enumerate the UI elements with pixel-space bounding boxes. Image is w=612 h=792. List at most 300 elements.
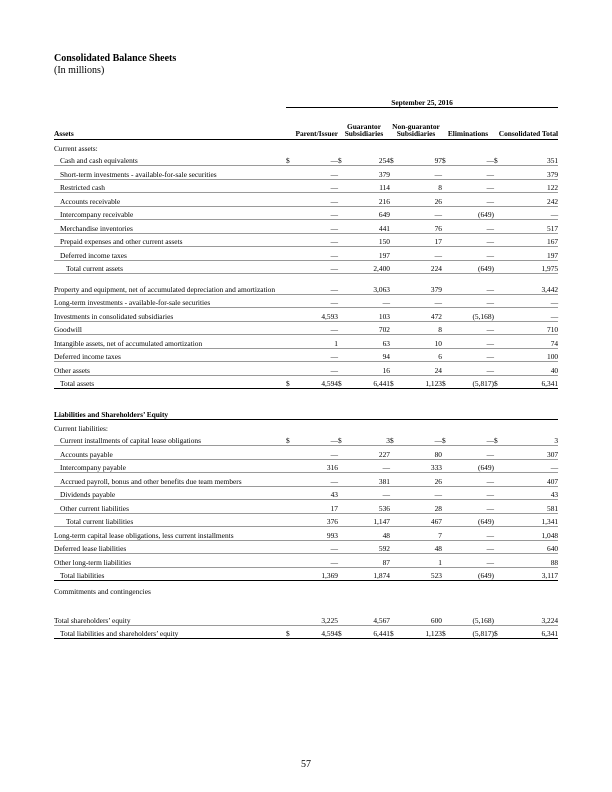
- cell-value: 379: [346, 166, 390, 180]
- currency-symbol: [494, 140, 502, 153]
- currency-symbol: [286, 260, 294, 274]
- cell-value: —: [450, 220, 494, 234]
- table-row: [54, 362, 558, 376]
- cell-value: 26: [398, 193, 442, 207]
- currency-symbol: [286, 321, 294, 335]
- cell-value: —: [346, 294, 390, 308]
- cell-value: —: [294, 446, 338, 460]
- table-row: [54, 193, 558, 207]
- currency-symbol: [286, 612, 294, 625]
- currency-symbol: [442, 274, 450, 295]
- cell-value: 167: [502, 233, 558, 247]
- cell-value: —: [294, 206, 338, 220]
- cell-value: 523: [398, 567, 442, 581]
- table-row: [54, 294, 558, 308]
- section-header-liabilities: Liabilities and Shareholders’ Equity: [54, 405, 558, 420]
- table-row: [54, 247, 558, 261]
- currency-symbol: $: [494, 375, 502, 389]
- row-label: Intangible assets, net of accumulated amortization: [54, 335, 286, 349]
- cell-value: —: [450, 166, 494, 180]
- table-row: [54, 420, 558, 433]
- currency-symbol: $: [442, 375, 450, 389]
- currency-symbol: [286, 140, 294, 153]
- currency-symbol: [286, 554, 294, 568]
- cell-value: 216: [346, 193, 390, 207]
- cell-value: 43: [294, 486, 338, 500]
- cell-value: 17: [294, 500, 338, 514]
- currency-symbol: [442, 459, 450, 473]
- cell-value: 379: [502, 166, 558, 180]
- currency-symbol: [494, 294, 502, 308]
- cell-value: 17: [398, 233, 442, 247]
- commitments-row: [54, 581, 558, 604]
- currency-symbol: [494, 513, 502, 527]
- currency-symbol: $: [390, 433, 398, 446]
- cell-value: 3,442: [502, 274, 558, 295]
- currency-symbol: [286, 362, 294, 376]
- equity-body: [54, 612, 558, 639]
- currency-symbol: [338, 473, 346, 487]
- cell-value: —: [346, 459, 390, 473]
- currency-symbol: $: [338, 153, 346, 166]
- currency-symbol: [286, 446, 294, 460]
- cell-value: 467: [398, 513, 442, 527]
- currency-symbol: [442, 420, 450, 433]
- cell-value: 600: [398, 612, 442, 625]
- cell-value: 6: [398, 348, 442, 362]
- cell-value: —: [450, 473, 494, 487]
- cell-value: 1,874: [346, 567, 390, 581]
- cell-value: 197: [346, 247, 390, 261]
- cell-value: —: [294, 540, 338, 554]
- cell-value: 3,117: [502, 567, 558, 581]
- currency-symbol: [390, 179, 398, 193]
- cell-value: —: [346, 486, 390, 500]
- row-label: Restricted cash: [54, 179, 286, 193]
- currency-symbol: [338, 362, 346, 376]
- cell-value: —: [502, 206, 558, 220]
- currency-symbol: [390, 362, 398, 376]
- currency-symbol: [442, 233, 450, 247]
- cell-value: 536: [346, 500, 390, 514]
- currency-symbol: [442, 612, 450, 625]
- row-label: Current assets:: [54, 143, 98, 153]
- currency-symbol: [442, 247, 450, 261]
- cell-value: 1,369: [294, 567, 338, 581]
- currency-symbol: [494, 527, 502, 541]
- cell-value: 376: [294, 513, 338, 527]
- cell-value: 1,975: [502, 260, 558, 274]
- cell-value: 3: [502, 433, 558, 446]
- row-label: Cash and cash equivalents: [54, 153, 286, 166]
- cell-value: 640: [502, 540, 558, 554]
- cell-value: —: [294, 166, 338, 180]
- currency-symbol: [494, 473, 502, 487]
- cell-value: —: [450, 527, 494, 541]
- currency-symbol: [286, 513, 294, 527]
- cell-value: —: [450, 348, 494, 362]
- cell-value: 316: [294, 459, 338, 473]
- row-label: Investments in consolidated subsidiaries: [54, 308, 286, 322]
- row-label: Accrued payroll, bonus and other benefits due team members: [54, 473, 286, 487]
- currency-symbol: [338, 567, 346, 581]
- currency-symbol: [494, 500, 502, 514]
- currency-symbol: [338, 274, 346, 295]
- cell-value: —: [450, 153, 494, 166]
- currency-symbol: [286, 193, 294, 207]
- table-row: [54, 446, 558, 460]
- row-label: Dividends payable: [54, 486, 286, 500]
- cell-value: 472: [398, 308, 442, 322]
- currency-symbol: [286, 567, 294, 581]
- currency-symbol: [286, 459, 294, 473]
- cell-value: —: [398, 166, 442, 180]
- cell-value: 441: [346, 220, 390, 234]
- cell-value: 6,341: [502, 625, 558, 639]
- currency-symbol: $: [494, 433, 502, 446]
- cell-value: 379: [398, 274, 442, 295]
- cell-value: —: [294, 554, 338, 568]
- currency-symbol: [442, 513, 450, 527]
- row-label: Property and equipment, net of accumulated depreciation and amortization: [54, 274, 286, 295]
- currency-symbol: [442, 567, 450, 581]
- cell-value: 197: [502, 247, 558, 261]
- cell-value: [502, 140, 558, 153]
- row-label: Total shareholders’ equity: [54, 612, 286, 625]
- currency-symbol: [286, 420, 294, 433]
- liabilities-header-body: [54, 389, 558, 420]
- cell-value: 2,400: [346, 260, 390, 274]
- cell-value: —: [450, 554, 494, 568]
- currency-symbol: [494, 321, 502, 335]
- currency-symbol: [442, 554, 450, 568]
- table-row: [54, 308, 558, 322]
- currency-symbol: [494, 166, 502, 180]
- currency-symbol: [390, 612, 398, 625]
- currency-symbol: [286, 166, 294, 180]
- row-label: Accounts receivable: [54, 193, 286, 207]
- currency-symbol: [390, 420, 398, 433]
- currency-symbol: [338, 486, 346, 500]
- row-label: Other assets: [54, 362, 286, 376]
- currency-symbol: $: [286, 433, 294, 446]
- currency-symbol: [442, 166, 450, 180]
- currency-symbol: [494, 540, 502, 554]
- currency-symbol: [390, 446, 398, 460]
- currency-symbol: [286, 274, 294, 295]
- cell-value: —: [294, 274, 338, 295]
- currency-symbol: [494, 612, 502, 625]
- currency-symbol: [338, 206, 346, 220]
- table-row: [54, 179, 558, 193]
- page-subtitle: (In millions): [54, 65, 105, 76]
- currency-symbol: $: [442, 433, 450, 446]
- cell-value: [450, 140, 494, 153]
- currency-symbol: $: [286, 375, 294, 389]
- cell-value: 1,341: [502, 513, 558, 527]
- currency-symbol: [390, 294, 398, 308]
- cell-value: 227: [346, 446, 390, 460]
- table-row: [54, 321, 558, 335]
- currency-symbol: [390, 260, 398, 274]
- currency-symbol: [390, 473, 398, 487]
- cell-value: (5,168): [450, 308, 494, 322]
- column-header-guarantor: Guarantor Subsidiaries: [338, 108, 390, 140]
- row-label: Total liabilities: [54, 567, 286, 581]
- currency-symbol: [442, 193, 450, 207]
- cell-value: (649): [450, 513, 494, 527]
- cell-value: (649): [450, 206, 494, 220]
- cell-value: 4,567: [346, 612, 390, 625]
- cell-value: 1: [398, 554, 442, 568]
- currency-symbol: [338, 308, 346, 322]
- currency-symbol: [286, 500, 294, 514]
- cell-value: —: [294, 179, 338, 193]
- cell-value: —: [294, 321, 338, 335]
- cell-value: 381: [346, 473, 390, 487]
- table-row: [54, 540, 558, 554]
- table-row: [54, 260, 558, 274]
- currency-symbol: [494, 567, 502, 581]
- cell-value: —: [450, 500, 494, 514]
- currency-symbol: [338, 348, 346, 362]
- cell-value: [346, 140, 390, 153]
- currency-symbol: [338, 335, 346, 349]
- currency-symbol: [442, 294, 450, 308]
- currency-symbol: $: [286, 153, 294, 166]
- cell-value: 581: [502, 500, 558, 514]
- cell-value: 94: [346, 348, 390, 362]
- cell-value: 122: [502, 179, 558, 193]
- currency-symbol: $: [442, 153, 450, 166]
- currency-symbol: [442, 500, 450, 514]
- currency-symbol: [286, 308, 294, 322]
- cell-value: 3,063: [346, 274, 390, 295]
- currency-symbol: [338, 612, 346, 625]
- currency-symbol: $: [442, 625, 450, 639]
- cell-value: 7: [398, 527, 442, 541]
- currency-symbol: [442, 321, 450, 335]
- cell-value: 517: [502, 220, 558, 234]
- cell-value: —: [502, 459, 558, 473]
- cell-value: 6,341: [502, 375, 558, 389]
- cell-value: [398, 420, 442, 433]
- cell-value: —: [398, 247, 442, 261]
- currency-symbol: [494, 348, 502, 362]
- cell-value: 88: [502, 554, 558, 568]
- cell-value: 114: [346, 179, 390, 193]
- currency-symbol: [286, 247, 294, 261]
- currency-symbol: $: [338, 433, 346, 446]
- cell-value: (5,168): [450, 612, 494, 625]
- cell-value: 1: [294, 335, 338, 349]
- currency-symbol: [338, 420, 346, 433]
- currency-symbol: [286, 527, 294, 541]
- currency-symbol: [494, 206, 502, 220]
- table-row: [54, 233, 558, 247]
- currency-symbol: [390, 140, 398, 153]
- column-header-non-guarantor: Non-guarantor Subsidiaries: [390, 108, 442, 140]
- currency-symbol: [338, 247, 346, 261]
- cell-value: 8: [398, 321, 442, 335]
- cell-value: —: [502, 308, 558, 322]
- currency-symbol: [390, 513, 398, 527]
- currency-symbol: [338, 220, 346, 234]
- cell-value: —: [450, 446, 494, 460]
- currency-symbol: [338, 500, 346, 514]
- cell-value: 3: [346, 433, 390, 446]
- table-row: [54, 140, 558, 153]
- row-label: Prepaid expenses and other current assets: [54, 233, 286, 247]
- currency-symbol: [390, 274, 398, 295]
- cell-value: 1,123: [398, 625, 442, 639]
- currency-symbol: [338, 513, 346, 527]
- currency-symbol: [338, 260, 346, 274]
- currency-symbol: [494, 308, 502, 322]
- currency-symbol: [390, 321, 398, 335]
- table-row: [54, 206, 558, 220]
- table-row: [54, 166, 558, 180]
- cell-value: 1,147: [346, 513, 390, 527]
- currency-symbol: [338, 540, 346, 554]
- table-row: [54, 335, 558, 349]
- currency-symbol: [442, 308, 450, 322]
- section-header-assets: Assets: [54, 108, 286, 140]
- cell-value: 3,225: [294, 612, 338, 625]
- cell-value: —: [294, 233, 338, 247]
- currency-symbol: [338, 193, 346, 207]
- row-label: Accounts payable: [54, 446, 286, 460]
- cell-value: 4,594: [294, 625, 338, 639]
- currency-symbol: [494, 554, 502, 568]
- row-label: Intercompany payable: [54, 459, 286, 473]
- currency-symbol: [390, 527, 398, 541]
- liabilities-body: [54, 420, 558, 581]
- cell-value: —: [294, 193, 338, 207]
- cell-value: —: [294, 348, 338, 362]
- cell-value: 1,123: [398, 375, 442, 389]
- column-header-parent: Parent/Issuer: [286, 108, 338, 140]
- cell-value: 24: [398, 362, 442, 376]
- cell-value: —: [294, 220, 338, 234]
- row-label: Other current liabilities: [54, 500, 286, 514]
- currency-symbol: [286, 335, 294, 349]
- commitments-label: Commitments and contingencies: [54, 587, 151, 596]
- currency-symbol: [390, 567, 398, 581]
- cell-value: —: [450, 335, 494, 349]
- cell-value: 103: [346, 308, 390, 322]
- row-label: Deferred lease liabilities: [54, 540, 286, 554]
- currency-symbol: [338, 527, 346, 541]
- currency-symbol: [390, 540, 398, 554]
- currency-symbol: $: [390, 375, 398, 389]
- row-label: Current liabilities:: [54, 423, 108, 433]
- cell-value: —: [294, 473, 338, 487]
- row-label: Other long-term liabilities: [54, 554, 286, 568]
- currency-symbol: [390, 459, 398, 473]
- currency-symbol: [442, 362, 450, 376]
- currency-symbol: [390, 554, 398, 568]
- commitments-body: [54, 581, 558, 613]
- cell-value: [450, 420, 494, 433]
- currency-symbol: [442, 179, 450, 193]
- currency-symbol: $: [390, 625, 398, 639]
- cell-value: 649: [346, 206, 390, 220]
- currency-symbol: [286, 486, 294, 500]
- table-row: [54, 459, 558, 473]
- cell-value: 74: [502, 335, 558, 349]
- currency-symbol: [442, 260, 450, 274]
- row-label: Total current liabilities: [54, 513, 286, 527]
- cell-value: [398, 140, 442, 153]
- table-row: [54, 486, 558, 500]
- row-label: Merchandise inventories: [54, 220, 286, 234]
- cell-value: 76: [398, 220, 442, 234]
- currency-symbol: [338, 554, 346, 568]
- currency-symbol: [390, 348, 398, 362]
- currency-symbol: [286, 179, 294, 193]
- cell-value: 97: [398, 153, 442, 166]
- cell-value: 8: [398, 179, 442, 193]
- currency-symbol: [442, 540, 450, 554]
- row-label: Goodwill: [54, 321, 286, 335]
- cell-value: —: [450, 433, 494, 446]
- cell-value: —: [294, 153, 338, 166]
- cell-value: —: [450, 193, 494, 207]
- table-row: [54, 473, 558, 487]
- currency-symbol: [338, 294, 346, 308]
- cell-value: 48: [398, 540, 442, 554]
- date-header: September 25, 2016: [286, 96, 558, 108]
- table-row: [54, 433, 558, 446]
- table-row: [54, 153, 558, 166]
- currency-symbol: [390, 166, 398, 180]
- currency-symbol: [442, 220, 450, 234]
- table-row: [54, 625, 558, 639]
- cell-value: 63: [346, 335, 390, 349]
- table-row: [54, 527, 558, 541]
- currency-symbol: [442, 486, 450, 500]
- currency-symbol: $: [338, 625, 346, 639]
- cell-value: 333: [398, 459, 442, 473]
- row-label: Long-term investments - available-for-sale securities: [54, 294, 286, 308]
- currency-symbol: [338, 233, 346, 247]
- balance-sheet-table: [54, 96, 558, 639]
- currency-symbol: [338, 166, 346, 180]
- currency-symbol: [442, 206, 450, 220]
- cell-value: —: [294, 247, 338, 261]
- currency-symbol: [494, 335, 502, 349]
- currency-symbol: [390, 308, 398, 322]
- cell-value: 28: [398, 500, 442, 514]
- currency-symbol: [390, 220, 398, 234]
- currency-symbol: [494, 247, 502, 261]
- date-header-row: [54, 96, 558, 108]
- cell-value: 26: [398, 473, 442, 487]
- currency-symbol: [390, 500, 398, 514]
- cell-value: 6,441: [346, 375, 390, 389]
- cell-value: 710: [502, 321, 558, 335]
- cell-value: 702: [346, 321, 390, 335]
- table-row: [54, 348, 558, 362]
- currency-symbol: [494, 420, 502, 433]
- currency-symbol: [286, 233, 294, 247]
- currency-symbol: [494, 220, 502, 234]
- table-row: [54, 274, 558, 295]
- currency-symbol: [390, 486, 398, 500]
- cell-value: —: [450, 362, 494, 376]
- currency-symbol: [390, 247, 398, 261]
